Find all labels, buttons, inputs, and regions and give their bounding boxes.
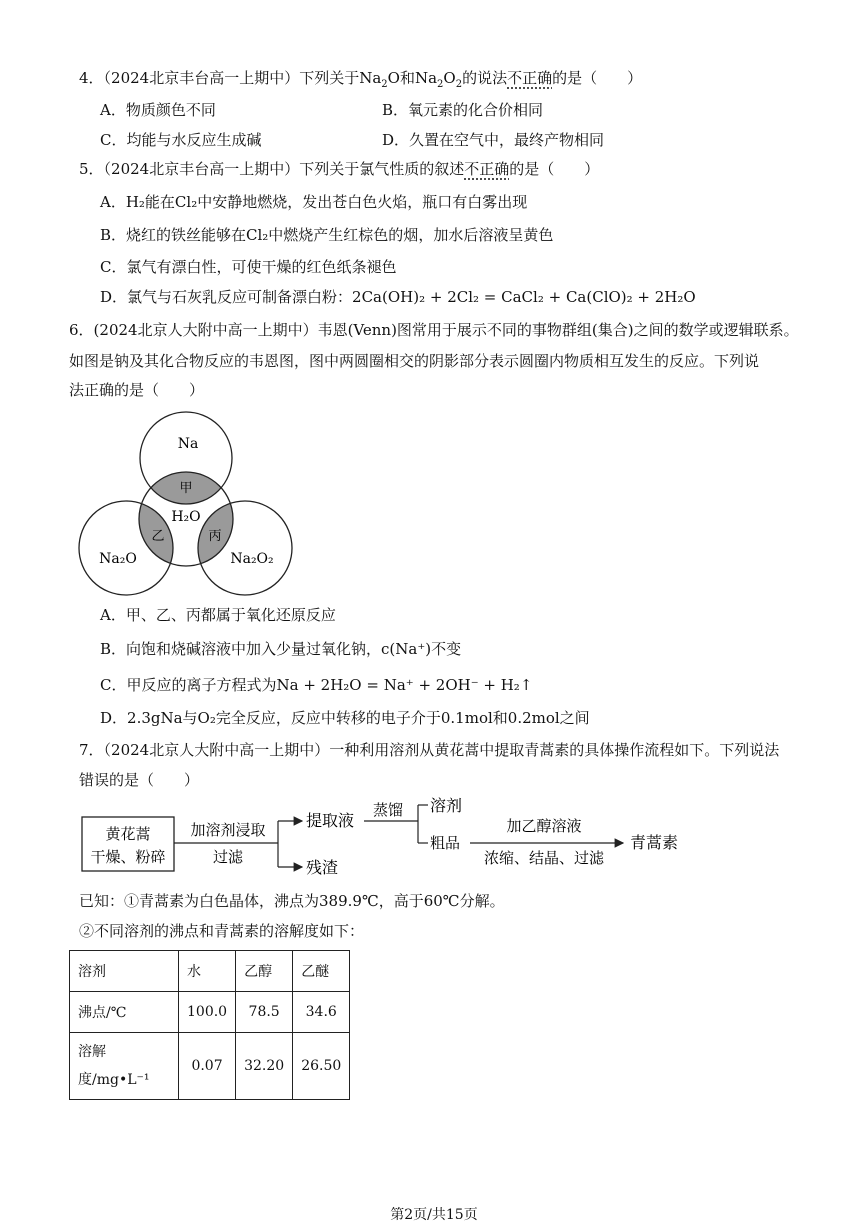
venn-diagram [70,408,300,598]
q4-option-c: C．均能与水反应生成碱 [100,131,262,149]
flow-step1-top: 加溶剂浸取 [190,821,266,839]
table-cell: 34.6 [293,992,350,1033]
q6-option-b: B．向饱和烧碱溶液中加入少量过氧化钠，c(Na⁺)不变 [100,640,462,658]
flow-step3-top: 加乙醇溶液 [506,817,582,835]
q6-line3: 法正确的是（ ） [69,381,205,399]
table-header-cell: 溶剂 [70,951,179,992]
table-header-row [70,951,350,992]
q4-option-a: A．物质颜色不同 [100,101,216,119]
flow-crude: 粗品 [430,834,461,852]
table-cell: 100.0 [179,992,236,1033]
q5-option-c: C．氯气有漂白性，可使干燥的红色纸条褪色 [100,258,397,276]
q7-line1: 7．（2024北京人大附中高一上期中）一种利用溶剂从黄花蒿中提取青蒿素的具体操作流程如下。下列说法 [79,741,780,759]
flow-solvent: 溶剂 [430,796,463,815]
q5-stem: 5．（2024北京丰台高一上期中）下列关于氯气性质的叙述不正确的是（ ） [79,160,600,178]
flow-box-line1: 黄花蒿 [105,825,151,843]
extraction-flowchart [78,795,698,885]
venn-label-bing: 丙 [208,529,222,544]
table-cell: 26.50 [293,1033,350,1100]
venn-label-na2o: Na₂O [99,551,137,567]
table-cell: 32.20 [236,1033,293,1100]
table-header-cell: 乙醚 [293,951,350,992]
solvent-table [69,950,350,1100]
q6-option-a: A．甲、乙、丙都属于氧化还原反应 [100,606,336,624]
q4-stem: 4．（2024北京丰台高一上期中）下列关于$Na_2O$和$Na_2O_2$的说法不正确的是（ ） [79,69,643,90]
table-cell: 0.07 [179,1033,236,1100]
q6-option-c: C．甲反应的离子方程式为Na + 2H₂O = Na⁺ + 2OH⁻ + H₂↑ [100,676,533,694]
flow-residue: 残渣 [306,858,339,877]
q4-option-b: B．氧元素的化合价相同 [382,101,544,119]
table-cell: 溶解度/mg•L⁻¹ [70,1033,179,1100]
venn-label-h2o: H₂O [171,509,201,525]
flow-step1-bottom: 过滤 [212,848,244,866]
venn-label-na2o2: Na₂O₂ [230,551,274,567]
q5-option-b: B．烧红的铁丝能够在Cl₂中燃烧产生红棕色的烟，加水后溶液呈黄色 [100,226,554,244]
flow-product: 青蒿素 [630,833,679,852]
venn-label-yi: 乙 [151,529,165,544]
flow-step3-bottom: 浓缩、结晶、过滤 [483,849,605,867]
q5-option-d: D．氯气与石灰乳反应可制备漂白粉：2Ca(OH)₂ + 2Cl₂ = CaCl₂ + Ca(ClO)₂ + 2H₂O [100,288,696,306]
q7-known-1: 已知：①青蒿素为白色晶体，沸点为389.9℃，高于60℃分解。 [79,892,505,910]
venn-label-na: Na [177,436,199,452]
table-header-cell: 水 [179,951,236,992]
table-row [70,992,350,1033]
table-cell: 沸点/℃ [70,992,179,1033]
flow-extract: 提取液 [306,811,355,830]
q4-option-d: D．久置在空气中，最终产物相同 [382,131,605,149]
q7-line2: 错误的是（ ） [79,771,200,789]
venn-label-jia: 甲 [179,481,193,496]
table-header-cell: 乙醇 [236,951,293,992]
q6-option-d: D．2.3gNa与O₂完全反应，反应中转移的电子介于0.1mol和0.2mol之间 [100,709,590,727]
q5-option-a: A．H₂能在Cl₂中安静地燃烧，发出苍白色火焰，瓶口有白雾出现 [100,193,528,211]
q7-known-2: ②不同溶剂的沸点和青蒿素的溶解度如下： [79,922,365,940]
page-footer: 第2页/共15页 [390,1207,478,1223]
flow-box-line2: 干燥、粉碎 [90,848,166,866]
flow-step2: 蒸馏 [372,801,404,819]
q6-line1: 6．(2024北京人大附中高一上期中）韦恩(Venn)图常用于展示不同的事物群组(集合)之间的数学或逻辑联系。 [69,321,799,339]
table-row [70,1033,350,1100]
q6-line2: 如图是钠及其化合物反应的韦恩图，图中两圆圈相交的阴影部分表示圆圈内物质相互发生的反应。下列说 [69,352,760,370]
table-cell: 78.5 [236,992,293,1033]
